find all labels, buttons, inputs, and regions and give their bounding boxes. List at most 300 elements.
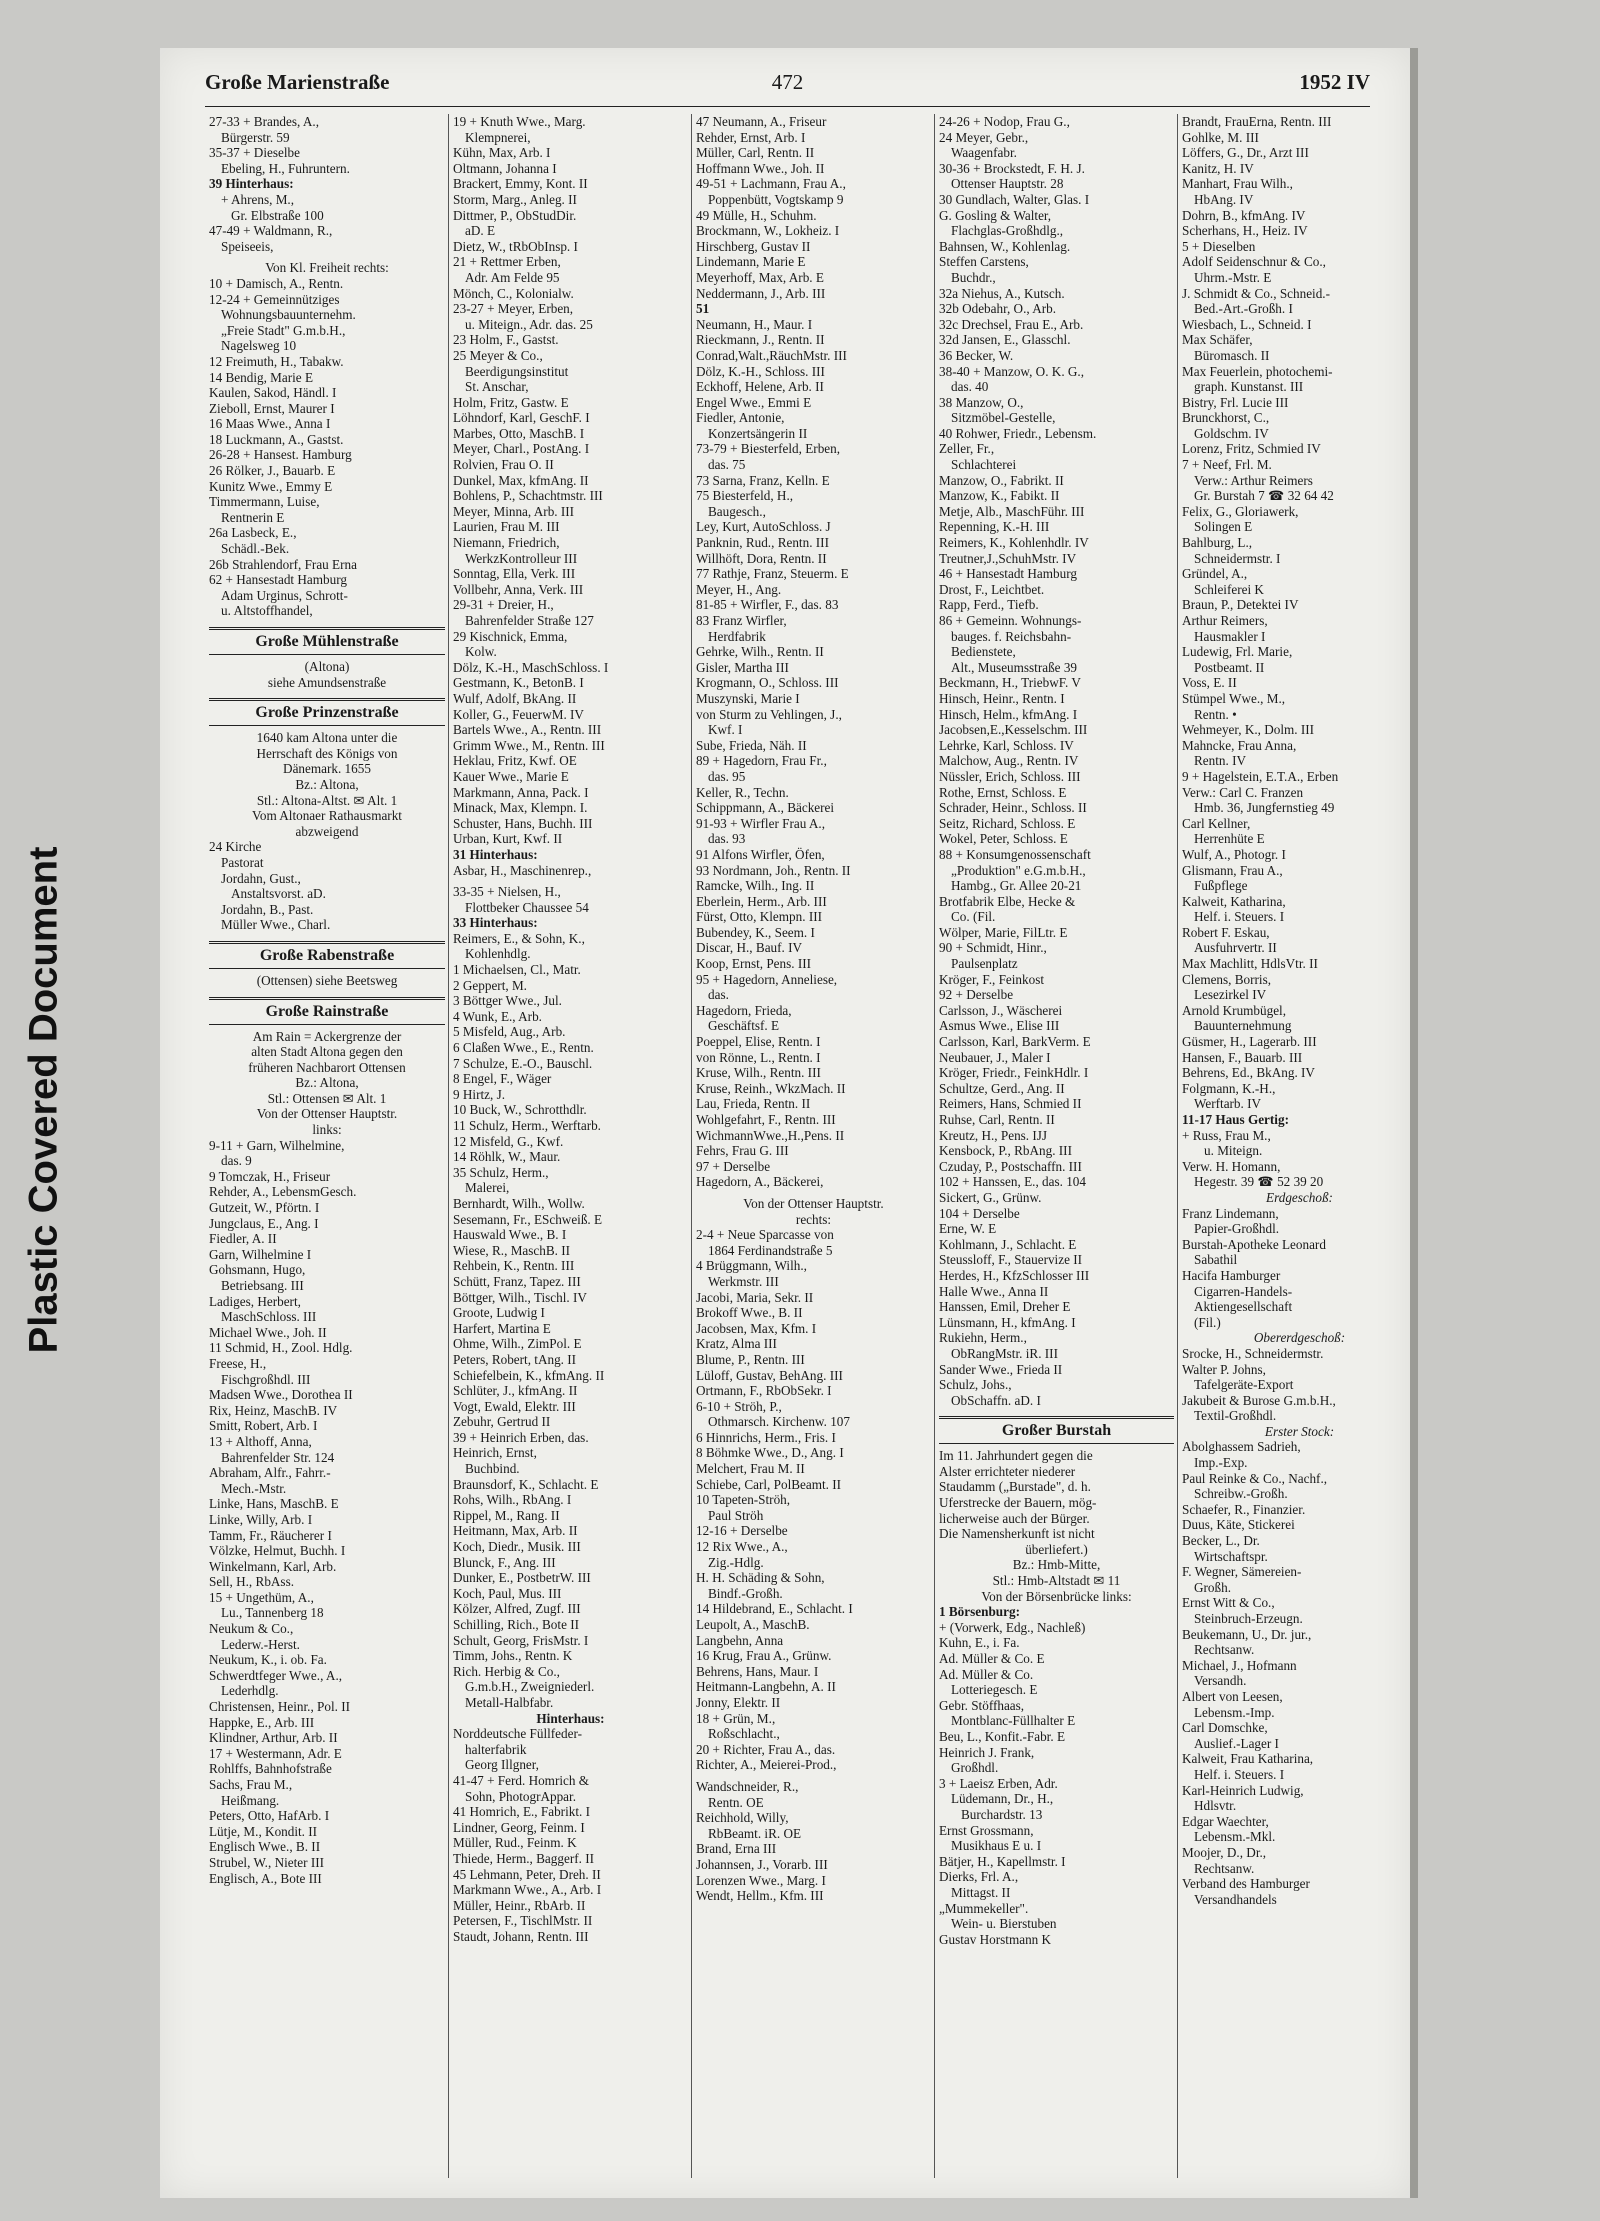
directory-entry: Kuhn, E., i. Fa.: [939, 1635, 1020, 1651]
directory-entry: Holm, Fritz, Gastw. E: [453, 394, 569, 410]
directory-entry: Postbeamt. II: [1194, 659, 1265, 675]
directory-entry: WichmannWwe.,H.,Pens. II: [696, 1127, 845, 1143]
directory-entry: Voss, E. II: [1182, 675, 1237, 691]
directory-entry: Lorenzen Wwe., Marg. I: [696, 1872, 826, 1888]
directory-entry: Die Namensherkunft ist nicht: [939, 1526, 1095, 1542]
directory-entry: 49 Mülle, H., Schuhm.: [696, 207, 817, 223]
directory-entry: ObRangMstr. iR. III: [951, 1345, 1058, 1361]
directory-entry: 8 Böhmke Wwe., D., Ang. I: [696, 1445, 844, 1461]
directory-entry: Gohlke, M. III: [1182, 129, 1259, 145]
directory-entry: Ortmann, F., RbObSekr. I: [696, 1383, 832, 1399]
directory-entry: Jacobsen,E.,Kesselschm. III: [939, 722, 1088, 738]
directory-entry: St. Anschar,: [465, 379, 529, 395]
directory-entry: Betriebsang. III: [221, 1278, 304, 1293]
directory-entry: 13 + Althoff, Anna,: [209, 1433, 312, 1449]
directory-entry: J. Schmidt & Co., Schneid.-: [1182, 285, 1330, 301]
directory-entry: 32b Odebahr, O., Arb.: [939, 301, 1057, 317]
directory-entry: Rix, Heinz, MaschB. IV: [209, 1402, 338, 1418]
street-heading: Große Prinzenstraße: [209, 698, 445, 726]
column-5: [1177, 114, 1410, 2178]
directory-entry: Ebeling, H., Fuhruntern.: [221, 160, 350, 176]
directory-entry: links:: [312, 1122, 342, 1138]
directory-entry: Rukiehn, Herm.,: [939, 1330, 1027, 1346]
directory-entry: Uferstrecke der Bauern, mög-: [939, 1495, 1097, 1511]
directory-entry: Rohlffs, Bahnhofstraße: [209, 1761, 332, 1777]
directory-entry: Ernst Witt & Co.,: [1182, 1595, 1275, 1611]
directory-entry: Clemens, Borris,: [1182, 971, 1272, 987]
directory-entry: Michael Wwe., Joh. II: [209, 1324, 327, 1340]
directory-entry: Krogmann, O., Schloss. III: [696, 675, 839, 691]
directory-entry: 21 + Rettmer Erben,: [453, 254, 561, 270]
directory-entry: 10 + Damisch, A., Rentn.: [209, 275, 344, 291]
directory-entry: Jonny, Elektr. II: [696, 1694, 781, 1710]
directory-entry: Bernhardt, Wilh., Wollw.: [453, 1195, 585, 1211]
directory-entry: H. H. Schäding & Sohn,: [696, 1570, 825, 1586]
directory-entry: Engel Wwe., Emmi E: [696, 394, 812, 410]
directory-entry: Schult, Georg, FrisMstr. I: [453, 1632, 589, 1648]
directory-entry: 2-4 + Neue Sparcasse von: [696, 1227, 834, 1243]
directory-entry: alten Stadt Altona gegen den: [251, 1044, 403, 1060]
directory-entry: Alster errichteter niederer: [939, 1463, 1076, 1479]
directory-entry: Englisch Wwe., B. II: [209, 1839, 321, 1855]
directory-entry: Bz.: Altona,: [295, 1075, 359, 1091]
directory-entry: Ausfuhrvertr. II: [1194, 940, 1277, 956]
directory-entry: Linke, Hans, MaschB. E: [209, 1496, 339, 1512]
directory-entry: 10 Buck, W., Schrotthdlr.: [453, 1102, 587, 1118]
directory-entry: Niemann, Friedrich,: [453, 535, 560, 551]
directory-entry: Dietz, W., tRbObInsp. I: [453, 238, 578, 254]
directory-entry: Cigarren-Handels-: [1194, 1283, 1293, 1299]
directory-entry: Wokel, Peter, Schloss. E: [939, 831, 1068, 847]
page-edge: [1410, 48, 1418, 2198]
directory-entry: Treutner,J.,SchuhMstr. IV: [939, 550, 1077, 566]
directory-entry: 77 Rathje, Franz, Steuerm. E: [696, 566, 849, 582]
directory-entry: Brandt, FrauErna, Rentn. III: [1182, 114, 1332, 129]
directory-entry: Schilling, Rich., Bote II: [453, 1617, 580, 1632]
directory-entry: Garn, Wilhelmine I: [209, 1246, 312, 1262]
directory-entry: Wirtschaftspr.: [1194, 1548, 1268, 1564]
directory-entry: Braun, P., Detektei IV: [1182, 597, 1299, 613]
directory-entry: 1 Börsenburg:: [939, 1604, 1020, 1620]
directory-entry: 1 Michaelsen, Cl., Matr.: [453, 962, 581, 978]
directory-entry: Ladiges, Herbert,: [209, 1293, 301, 1309]
directory-entry: halterfabrik: [465, 1741, 527, 1757]
directory-entry: Pastorat: [221, 854, 264, 870]
directory-entry: Fußpflege: [1194, 878, 1248, 894]
directory-entry: Asbar, H., Maschinenrep.,: [453, 862, 592, 878]
directory-entry: Koch, Diedr., Musik. III: [453, 1539, 581, 1555]
directory-entry: Lesezirkel IV: [1194, 987, 1267, 1003]
directory-entry: Malchow, Aug., Rentn. IV: [939, 753, 1079, 769]
directory-entry: Herdes, H., KfzSchlosser III: [939, 1267, 1090, 1283]
directory-entry: 1640 kam Altona unter die: [256, 730, 398, 746]
directory-entry: Erdgeschoß:: [1266, 1189, 1333, 1205]
directory-entry: Abolghassem Sadrieh,: [1182, 1439, 1301, 1455]
directory-entry: Gr. Elbstraße 100: [231, 207, 324, 223]
directory-entry: Lorenz, Fritz, Schmied IV: [1182, 441, 1321, 457]
directory-entry: Bahlburg, L.,: [1182, 535, 1253, 551]
directory-entry: Karl-Heinrich Ludwig,: [1182, 1782, 1304, 1798]
directory-entry: 36 Becker, W.: [939, 347, 1014, 363]
directory-entry: Hambg., Gr. Allee 20-21: [951, 878, 1082, 894]
directory-entry: HbAng. IV: [1194, 191, 1254, 207]
directory-entry: Solingen E: [1194, 519, 1253, 535]
directory-entry: Verw. H. Homann,: [1182, 1158, 1281, 1174]
directory-entry: 12-16 + Derselbe: [696, 1523, 788, 1539]
directory-entry: 3 Böttger Wwe., Jul.: [453, 993, 562, 1009]
directory-entry: Englisch, A., Bote III: [209, 1870, 322, 1886]
directory-entry: Kölzer, Alfred, Zugf. III: [453, 1601, 581, 1617]
directory-entry: Güsmer, H., Lagerarb. III: [1182, 1034, 1317, 1050]
directory-entry: 29-31 + Dreier, H.,: [453, 597, 554, 613]
directory-entry: Wohnungsbauunternehm.: [221, 307, 356, 323]
directory-entry: Panknin, Rud., Rentn. III: [696, 535, 829, 551]
directory-entry: Schrader, Heinr., Schloss. II: [939, 800, 1087, 816]
directory-entry: 26b Strahlendorf, Frau Erna: [209, 556, 357, 572]
directory-entry: Minack, Max, Klempn. I.: [453, 800, 588, 816]
directory-entry: Brokoff Wwe., B. II: [696, 1305, 803, 1321]
directory-entry: 11 Schmid, H., Zool. Hdlg.: [209, 1340, 353, 1356]
directory-entry: siehe Amundsenstraße: [267, 674, 387, 690]
directory-entry: Müller, Rud., Feinm. K: [453, 1835, 577, 1851]
directory-entry: Peters, Robert, tAng. II: [453, 1351, 577, 1367]
directory-entry: Schwerdtfeger Wwe., A.,: [209, 1667, 343, 1683]
directory-entry: Heinrich J. Frank,: [939, 1744, 1035, 1760]
directory-entry: Staudt, Johann, Rentn. III: [453, 1928, 589, 1944]
directory-entry: Schlüter, J., kfmAng. II: [453, 1383, 578, 1399]
directory-entry: Lindemann, Marie E: [696, 254, 806, 270]
directory-entry: 26a Lasbeck, E.,: [209, 525, 297, 541]
directory-entry: Lünsmann, H., kfmAng. I: [939, 1314, 1076, 1330]
directory-entry: Kreutz, H., Pens. IJJ: [939, 1127, 1048, 1143]
directory-entry: Ad. Müller & Co.: [939, 1666, 1034, 1682]
directory-entry: Walter P. Johns,: [1182, 1361, 1266, 1377]
plastic-covered-label: [14, 820, 74, 1380]
directory-entry: 26-28 + Hansest. Hamburg: [209, 447, 352, 463]
directory-page: [160, 48, 1410, 2198]
directory-entry: 102 + Hanssen, E., das. 104: [939, 1174, 1086, 1190]
directory-entry: 32c Drechsel, Frau E., Arb.: [939, 316, 1084, 332]
directory-entry: Zebuhr, Gertrud II: [453, 1414, 551, 1430]
directory-entry: RbBeamt. iR. OE: [708, 1825, 802, 1841]
directory-entry: Langbehn, Anna: [696, 1632, 784, 1648]
directory-entry: „Freie Stadt" G.m.b.H.,: [221, 322, 346, 338]
directory-entry: 11-17 Haus Gertig:: [1182, 1112, 1289, 1127]
directory-entry: Burchardstr. 13: [961, 1806, 1043, 1822]
directory-entry: Sohn, PhotogrAppar.: [465, 1788, 576, 1804]
directory-entry: 5 + Dieselben: [1182, 238, 1256, 254]
street-heading: Große Rainstraße: [209, 997, 445, 1025]
directory-entry: 7 + Neef, Frl. M.: [1182, 457, 1272, 473]
directory-entry: Dierks, Frl. A.,: [939, 1869, 1019, 1885]
directory-entry: 10 Tapeten-Ströh,: [696, 1492, 791, 1508]
directory-entry: 32d Jansen, E., Glasschl.: [939, 332, 1071, 348]
directory-entry: 20 + Richter, Frau A., das.: [696, 1741, 836, 1757]
directory-entry: 30 Gundlach, Walter, Glas. I: [939, 191, 1090, 207]
directory-entry: Lebensm.-Imp.: [1194, 1704, 1275, 1720]
directory-entry: Bätjer, H., Kapellmstr. I: [939, 1853, 1066, 1869]
directory-entry: Büromasch. II: [1194, 347, 1270, 363]
directory-entry: Fiedler, A. II: [209, 1231, 277, 1247]
directory-entry: Schädl.-Bek.: [221, 541, 290, 557]
directory-entry: Am Rain = Ackergrenze der: [252, 1028, 402, 1044]
directory-entry: Müller Wwe., Charl.: [221, 917, 331, 933]
directory-entry: Bed.-Art.-Großh. I: [1194, 301, 1293, 317]
directory-entry: 6 Hinnrichs, Herm., Fris. I: [696, 1429, 836, 1445]
directory-entry: Conrad,Walt.,RäuchMstr. III: [696, 347, 847, 363]
directory-entry: Verband des Hamburger: [1182, 1876, 1310, 1892]
directory-entry: Herdfabrik: [708, 628, 766, 644]
directory-entry: Glismann, Frau A.,: [1182, 862, 1283, 878]
directory-entry: Lüdemann, Dr., H.,: [951, 1791, 1054, 1807]
directory-entry: 33-35 + Nielsen, H.,: [453, 884, 561, 900]
directory-entry: Rolvien, Frau O. II: [453, 457, 554, 473]
directory-entry: Dunker, E., PostbetrW. III: [453, 1570, 591, 1586]
directory-entry: Adam Urginus, Schrott-: [221, 587, 348, 603]
directory-entry: Carlsson, J., Wäscherei: [939, 1002, 1063, 1018]
directory-entry: Hinsch, Helm., kfmAng. I: [939, 706, 1078, 722]
directory-entry: Behrens, Hans, Maur. I: [696, 1663, 819, 1679]
directory-entry: Melchert, Frau M. II: [696, 1461, 805, 1477]
directory-entry: 11 Schulz, Herm., Werftarb.: [453, 1118, 601, 1133]
directory-entry: Lindner, Georg, Feinm. I: [453, 1819, 585, 1835]
directory-entry: Brunckhorst, C.,: [1182, 410, 1270, 426]
directory-entry: Meyer, Charl., PostAng. I: [453, 441, 590, 457]
directory-entry: Konzertsängerin II: [708, 425, 808, 441]
directory-entry: 24 Meyer, Gebr.,: [939, 129, 1029, 145]
directory-entry: Mech.-Mstr.: [221, 1480, 287, 1496]
directory-entry: Stl.: Ottensen ✉ Alt. 1: [267, 1090, 387, 1106]
directory-entry: Manzow, O., Fabrikt. II: [939, 472, 1064, 488]
directory-entry: Sickert, G., Grünw.: [939, 1189, 1042, 1205]
directory-entry: Bartels Wwe., A., Rentn. III: [453, 722, 602, 738]
directory-entry: Löhndorf, Karl, GeschF. I: [453, 410, 590, 426]
directory-entry: Kolw.: [465, 644, 497, 660]
directory-entry: 51: [696, 301, 710, 317]
directory-entry: Steffen Carstens,: [939, 254, 1029, 270]
directory-entry: Gohsmann, Hugo,: [209, 1262, 306, 1278]
directory-entry: 32a Niehus, A., Kutsch.: [939, 285, 1065, 301]
directory-entry: Heklau, Fritz, Kwf. OE: [453, 753, 577, 769]
directory-entry: 35 Schulz, Herm.,: [453, 1164, 549, 1180]
directory-entry: Hoffmann Wwe., Joh. II: [696, 160, 825, 176]
directory-entry: 6 Claßen Wwe., E., Rentn.: [453, 1040, 594, 1056]
directory-entry: Roßschlacht.,: [708, 1726, 780, 1742]
directory-entry: Lederhdlg.: [221, 1683, 279, 1699]
directory-entry: Hirschberg, Gustav II: [696, 238, 811, 254]
directory-entry: Gehrke, Wilh., Rentn. II: [696, 644, 824, 660]
directory-entry: Sander Wwe., Frieda II: [939, 1361, 1063, 1377]
directory-entry: Hmb. 36, Jungfernstieg 49: [1194, 800, 1335, 816]
directory-entry: Bürgerstr. 59: [221, 129, 290, 145]
directory-entry: Harfert, Martina E: [453, 1320, 551, 1336]
directory-entry: Timmermann, Luise,: [209, 494, 320, 510]
directory-entry: Koop, Ernst, Pens. III: [696, 956, 812, 972]
directory-entry: Sube, Frieda, Näh. II: [696, 737, 807, 753]
directory-entry: Werkmstr. III: [708, 1273, 779, 1289]
directory-entry: Wiesbach, L., Schneid. I: [1182, 316, 1312, 332]
directory-entry: Moojer, D., Dr.,: [1182, 1844, 1267, 1860]
directory-entry: Helf. i. Steuers. I: [1194, 1766, 1285, 1782]
directory-entry: Schippmann, A., Bäckerei: [696, 800, 835, 816]
directory-entry: 81-85 + Wirfler, F., das. 83: [696, 597, 839, 613]
directory-entry: Happke, E., Arb. III: [209, 1714, 315, 1730]
directory-entry: Werftarb. IV: [1194, 1096, 1262, 1112]
directory-entry: Lehrke, Karl, Schloss. IV: [939, 737, 1074, 753]
directory-entry: Schütt, Franz, Tapez. III: [453, 1273, 581, 1289]
directory-entry: Hanssen, Emil, Dreher E: [939, 1299, 1071, 1315]
directory-entry: Obererdgeschoß:: [1253, 1330, 1346, 1346]
directory-entry: Meyer, Minna, Arb. III: [453, 503, 575, 519]
directory-entry: 33 Hinterhaus:: [453, 915, 538, 931]
directory-entry: Edgar Waechter,: [1182, 1813, 1269, 1829]
directory-entry: Gustav Horstmann K: [939, 1931, 1052, 1947]
directory-entry: Kruse, Wilh., Rentn. III: [696, 1065, 821, 1081]
directory-entry: Erster Stock:: [1264, 1423, 1335, 1439]
directory-entry: Beckmann, H., TriebwF. V: [939, 675, 1081, 691]
directory-entry: Beu, L., Konfit.-Fabr. E: [939, 1728, 1065, 1744]
directory-entry: Ludewig, Frl. Marie,: [1182, 644, 1293, 660]
directory-entry: Waagenfabr.: [951, 145, 1017, 161]
directory-entry: Laurien, Frau M. III: [453, 519, 560, 535]
directory-entry: Discar, H., Bauf. IV: [696, 940, 803, 956]
directory-entry: Musikhaus E u. I: [951, 1838, 1042, 1854]
directory-entry: Zig.-Hdlg.: [708, 1554, 764, 1570]
directory-entry: Rich. Herbig & Co.,: [453, 1663, 560, 1679]
directory-entry: Schultze, Gerd., Ang. II: [939, 1080, 1065, 1096]
directory-entry: Richter, A., Meierei-Prod.,: [696, 1757, 837, 1773]
directory-entry: Müller, Carl, Rentn. II: [696, 145, 815, 161]
directory-entry: 26 Rölker, J., Bauarb. E: [209, 463, 336, 479]
directory-entry: 39 Hinterhaus:: [209, 176, 294, 192]
directory-entry: 39 + Heinrich Erben, das.: [453, 1429, 589, 1445]
directory-entry: Auslief.-Lager I: [1194, 1735, 1279, 1751]
directory-entry: Willhöft, Dora, Rentn. II: [696, 550, 827, 566]
directory-entry: graph. Kunstanst. III: [1194, 379, 1304, 395]
directory-entry: Kühn, Max, Arb. I: [453, 145, 551, 161]
directory-entry: Von der Börsenbrücke links:: [981, 1588, 1132, 1604]
directory-entry: das. 75: [708, 457, 746, 473]
directory-entry: Hinsch, Heinr., Rentn. I: [939, 690, 1065, 706]
directory-entry: Malerei,: [465, 1180, 510, 1196]
directory-entry: Behrens, Ed., BkAng. IV: [1182, 1065, 1315, 1081]
directory-entry: Max Feuerlein, photochemi-: [1182, 363, 1333, 379]
directory-entry: Kunitz Wwe., Emmy E: [209, 478, 333, 494]
directory-entry: Burstah-Apotheke Leonard: [1182, 1236, 1326, 1252]
directory-entry: Robert F. Eskau,: [1182, 924, 1270, 940]
directory-entry: Franz Lindemann,: [1182, 1205, 1279, 1221]
directory-entry: Jakubeit & Burose G.m.b.H.,: [1182, 1392, 1336, 1408]
directory-entry: Winkelmann, Karl, Arb.: [209, 1558, 337, 1574]
directory-entry: 38-40 + Manzow, O. K. G.,: [939, 363, 1085, 379]
directory-entry: Freese, H.,: [209, 1355, 267, 1371]
directory-entry: Zeller, Fr.,: [939, 441, 995, 457]
directory-entry: Herrschaft des Königs von: [256, 745, 398, 761]
directory-entry: Brackert, Emmy, Kont. II: [453, 176, 588, 192]
directory-entry: Linke, Willy, Arb. I: [209, 1511, 313, 1527]
directory-entry: 91-93 + Wirfler Frau A.,: [696, 815, 825, 831]
directory-entry: Rentnerin E: [221, 509, 285, 525]
directory-entry: 1864 Ferdinandstraße 5: [708, 1242, 833, 1258]
directory-entry: Schlachterei: [951, 457, 1017, 473]
directory-entry: das. 40: [951, 379, 989, 395]
directory-entry: (Ottensen) siehe Beetsweg: [256, 972, 398, 988]
directory-entry: Heitmann-Langbehn, A. II: [696, 1679, 836, 1695]
directory-entry: Von der Ottenser Hauptstr.: [743, 1195, 884, 1211]
directory-entry: Hansen, F., Bauarb. III: [1182, 1049, 1303, 1065]
directory-entry: Stl.: Altona-Altst. ✉ Alt. 1: [256, 792, 398, 808]
directory-entry: 23 Holm, F., Gastst.: [453, 332, 559, 348]
directory-entry: Bahnsen, W., Kohlenlag.: [939, 238, 1071, 254]
directory-entry: Marbes, Otto, MaschB. I: [453, 425, 585, 441]
directory-entry: Heitmann, Max, Arb. II: [453, 1523, 578, 1539]
directory-entry: rechts:: [795, 1211, 832, 1227]
directory-entry: 93 Nordmann, Joh., Rentn. II: [696, 862, 851, 878]
directory-entry: Leupolt, A., MaschB.: [696, 1617, 810, 1632]
directory-entry: Ohme, Wilh., ZimPol. E: [453, 1336, 582, 1352]
directory-entry: Kratz, Alma III: [696, 1336, 777, 1352]
directory-entry: Bz.: Altona,: [295, 776, 359, 792]
directory-entry: Steussloff, F., Stauervize II: [939, 1252, 1083, 1268]
directory-entry: Poppenbütt, Vogtskamp 9: [708, 191, 844, 207]
column-3: [691, 114, 931, 2178]
directory-entry: das. 93: [708, 831, 746, 847]
directory-entry: Stl.: Hmb-Altstadt ✉ 11: [992, 1573, 1121, 1589]
directory-entry: Heißmang.: [221, 1792, 280, 1808]
directory-entry: Versandh.: [1194, 1673, 1247, 1689]
directory-entry: Von der Ottenser Hauptstr.: [256, 1106, 398, 1122]
directory-entry: Kohlmann, J., Schlacht. E: [939, 1236, 1077, 1252]
directory-entry: Carlsson, Karl, BarkVerm. E: [939, 1034, 1091, 1050]
directory-entry: Muszynski, Marie I: [696, 690, 800, 706]
directory-entry: u. Miteign., Adr. das. 25: [465, 316, 593, 332]
directory-entry: Markmann, Anna, Pack. I: [453, 784, 589, 800]
directory-entry: Beukemann, U., Dr. jur.,: [1182, 1626, 1312, 1642]
directory-entry: 41 Homrich, E., Fabrikt. I: [453, 1804, 590, 1820]
directory-entry: 4 Wunk, E., Arb.: [453, 1008, 542, 1024]
directory-entry: Vollbehr, Anna, Verk. III: [453, 581, 584, 597]
directory-entry: Drost, F., Leichtbet.: [939, 581, 1045, 597]
directory-entry: Anstaltsvorst. aD.: [231, 886, 326, 902]
directory-entry: Kwf. I: [708, 722, 743, 738]
directory-entry: Flottbeker Chaussee 54: [465, 899, 589, 915]
directory-entry: 24-26 + Nodop, Frau G.,: [939, 114, 1070, 129]
directory-entry: Bohlens, P., Schachtmstr. III: [453, 488, 603, 504]
directory-entry: Fürst, Otto, Klempn. III: [696, 909, 823, 925]
street-heading: Große Mühlenstraße: [209, 627, 445, 655]
directory-entry: 24 Kirche: [209, 839, 262, 855]
directory-entry: F. Wegner, Sämereien-: [1182, 1564, 1302, 1580]
directory-entry: Schleiferei K: [1194, 581, 1264, 597]
directory-entry: Kruse, Reinh., WkzMach. II: [696, 1080, 846, 1096]
column-1: [205, 114, 445, 2178]
directory-entry: Hagedorn, A., Bäckerei,: [696, 1174, 824, 1190]
directory-entry: Rentn. IV: [1194, 753, 1247, 769]
directory-entry: Wandschneider, R.,: [696, 1778, 799, 1794]
directory-entry: Wulf, Adolf, BkAng. II: [453, 690, 577, 706]
directory-entry: Schaefer, R., Finanzier.: [1182, 1501, 1306, 1517]
directory-entry: Paulsenplatz: [951, 956, 1018, 972]
directory-entry: früheren Nachbarort Ottensen: [248, 1059, 406, 1075]
directory-entry: Heinrich, Ernst,: [453, 1445, 537, 1461]
directory-entry: Papier-Großhdl.: [1194, 1221, 1280, 1237]
directory-entry: Gutzeit, W., Pförtn. I: [209, 1200, 320, 1216]
directory-entry: Paul Ströh: [708, 1507, 764, 1523]
directory-entry: „Mummekeller".: [939, 1900, 1029, 1916]
directory-entry: Neddermann, J., Arb. III: [696, 285, 826, 301]
directory-entry: Othmarsch. Kirchenw. 107: [708, 1414, 850, 1430]
directory-entry: Duus, Käte, Stickerei: [1182, 1517, 1295, 1533]
